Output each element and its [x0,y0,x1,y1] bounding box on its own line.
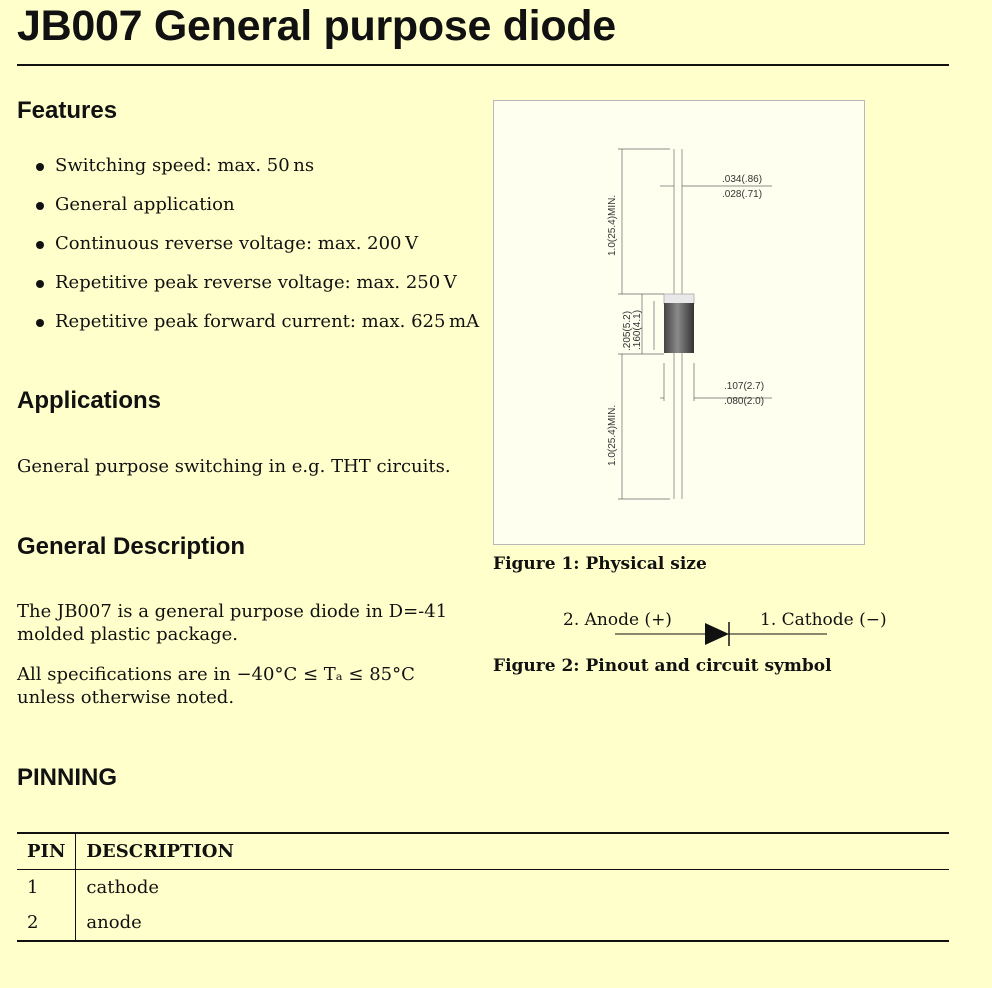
lead-diameter-max-label: .034(.86) [722,174,763,185]
column-header-pin: PIN [17,833,76,870]
feature-item: Repetitive peak forward current: max. 625 mA [17,308,479,347]
pin-number-cell: 2 [17,905,76,941]
column-header-description: DESCRIPTION [76,833,949,870]
lead-length-top-label: 1.0(25.4)MIN. [607,194,618,256]
title-divider [17,64,949,66]
body-length-label: .205(5.2) [622,310,633,351]
cathode-label: 1. Cathode (−) [760,610,887,630]
pinning-table [17,832,949,942]
table-header-row [17,833,949,870]
lead-length-bottom-label: 1.0(25.4)MIN. [607,404,618,466]
physical-size-figure [493,100,865,545]
page-title: JB007 General purpose diode [17,2,616,50]
feature-item: General application [17,191,479,230]
figure1-caption: Figure 1: Physical size [493,554,707,574]
body-length-min-label: .160(4.1) [632,309,643,350]
spec-range-paragraph: All specifications are in −40°C ≤ Tₐ ≤ 85°C unless otherwise noted. [17,664,415,708]
body-band [664,294,694,304]
table-row [17,905,949,941]
feature-item: Continuous reverse voltage: max. 200 V [17,230,479,269]
diode-symbol-icon [493,600,933,650]
body-diameter-min-label: .080(2.0) [724,396,765,407]
pin-description-cell: cathode [86,877,160,898]
pinout-figure [493,600,933,650]
feature-item: Switching speed: max. 50 ns [17,152,479,191]
anode-label: 2. Anode (+) [563,610,672,630]
applications-text: General purpose switching in e.g. THT circuits. [17,456,451,477]
lead-diameter-min-label: .028(.71) [722,189,763,200]
diode-outline-drawing [494,101,864,544]
pin-number-cell: 1 [17,870,76,906]
body-diameter-max-label: .107(2.7) [724,381,765,392]
features-list [17,152,479,347]
feature-item: Repetitive peak reverse voltage: max. 250 V [17,269,479,308]
general-description-heading: General Description [17,533,246,560]
applications-heading: Applications [17,387,162,414]
figure2-caption: Figure 2: Pinout and circuit symbol [493,656,832,676]
table-row [17,870,949,906]
diode-body [664,303,694,353]
pin-description-cell: anode [86,912,142,933]
features-heading: Features [17,97,118,124]
pinning-heading: PINNING [17,764,118,791]
description-paragraph: The JB007 is a general purpose diode in D=-41 molded plastic package. [17,601,448,645]
